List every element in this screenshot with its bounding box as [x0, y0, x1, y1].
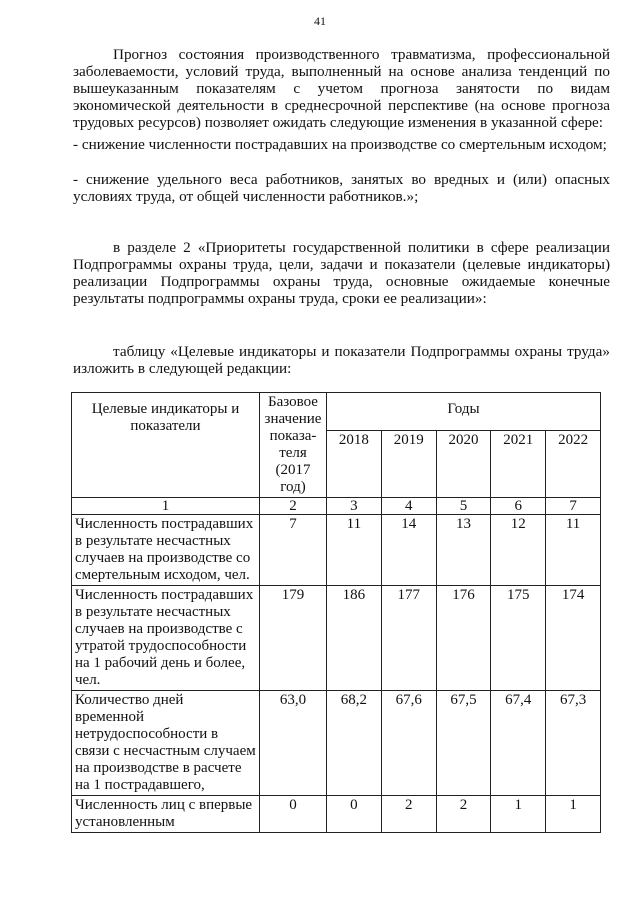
base-value: 63,0 [260, 691, 327, 796]
base-value: 7 [260, 515, 327, 586]
table-row [72, 691, 601, 796]
column-number: 7 [546, 498, 601, 515]
header-year: 2018 [327, 431, 382, 498]
column-number: 3 [327, 498, 382, 515]
year-value: 68,2 [327, 691, 382, 796]
paragraph-forecast: Прогноз состояния производственного травматизма, профессиональной заболеваемости, условий труда, выполненный на основе анализа тенденций по вышеуказанным показателям с учетом прогноза занятости по видам экономической деятельности в среднесрочной перспективе (на основе прогноза трудовых ресурсов) позволяет ожидать следующие изменения в указанной сфере: [73, 46, 610, 131]
column-number: 5 [436, 498, 491, 515]
base-value: 179 [260, 586, 327, 691]
year-value: 176 [436, 586, 491, 691]
indicator-name: Численность пострадавших в результате несчастных случаев на производстве с утратой трудоспособности на 1 рабочий день и более, чел. [72, 586, 260, 691]
year-value: 14 [381, 515, 436, 586]
indicator-name: Количество дней временной нетрудоспособности в связи с несчастным случаем на производстве в расчете на 1 пострадавшего, [72, 691, 260, 796]
table-row [72, 796, 601, 833]
year-value: 174 [546, 586, 601, 691]
table-column-numbers-row [72, 498, 601, 515]
header-year: 2022 [546, 431, 601, 498]
page-number: 41 [314, 14, 326, 28]
year-value: 11 [546, 515, 601, 586]
paragraph-table-intro: таблицу «Целевые индикаторы и показатели Подпрограммы охраны труда» изложить в следующей редакции: [73, 343, 610, 377]
year-value: 67,6 [381, 691, 436, 796]
year-value: 186 [327, 586, 382, 691]
year-value: 175 [491, 586, 546, 691]
year-value: 2 [381, 796, 436, 833]
year-value: 2 [436, 796, 491, 833]
year-value: 11 [327, 515, 382, 586]
paragraph-section-2: в разделе 2 «Приоритеты государственной политики в сфере реализации Подпрограммы охраны труда, цели, задачи и показатели (целевые индикаторы) реализации Подпрограммы охраны труда, основные ожидаемые конечные результаты подпрограммы охраны труда, сроки ее реализации»: [73, 239, 610, 307]
header-year: 2021 [491, 431, 546, 498]
column-number: 1 [72, 498, 260, 515]
indicator-name: Численность лиц с впервые установленным [72, 796, 260, 833]
year-value: 67,3 [546, 691, 601, 796]
column-number: 6 [491, 498, 546, 515]
header-indicator: Целевые индикаторы и показатели [72, 393, 260, 498]
indicators-table [71, 392, 601, 833]
bullet-hazardous-conditions: - снижение удельного веса работников, занятых во вредных и (или) опасных условиях труда, от общей численности работников.»; [73, 171, 610, 205]
table-row [72, 586, 601, 691]
base-value: 0 [260, 796, 327, 833]
year-value: 12 [491, 515, 546, 586]
column-number: 4 [381, 498, 436, 515]
year-value: 177 [381, 586, 436, 691]
year-value: 1 [491, 796, 546, 833]
header-years: Годы [327, 393, 601, 431]
column-number: 2 [260, 498, 327, 515]
header-year: 2020 [436, 431, 491, 498]
year-value: 1 [546, 796, 601, 833]
header-year: 2019 [381, 431, 436, 498]
year-value: 13 [436, 515, 491, 586]
year-value: 67,4 [491, 691, 546, 796]
bullet-fatal-injuries: - снижение численности пострадавших на производстве со смертельным исходом; [73, 136, 607, 153]
indicator-name: Численность пострадавших в результате несчастных случаев на производстве со смертельным исходом, чел. [72, 515, 260, 586]
table-row [72, 515, 601, 586]
year-value: 67,5 [436, 691, 491, 796]
table-header-row [72, 393, 601, 431]
year-value: 0 [327, 796, 382, 833]
header-base-value: Базовое значение показа-теля (2017 год) [260, 393, 327, 498]
